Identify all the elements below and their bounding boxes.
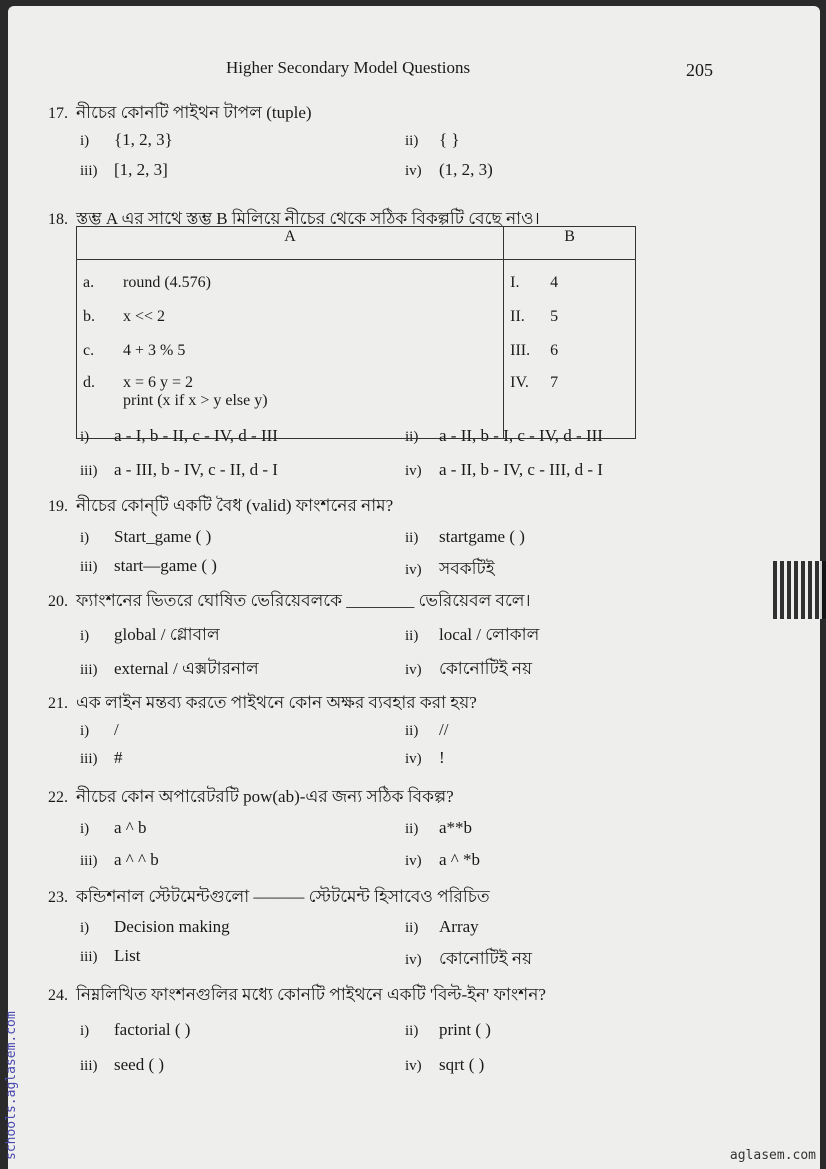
row-value: 4 + 3 % 5 — [123, 342, 186, 359]
question-text: কন্ডিশনাল স্টেটমেন্টগুলো ——— স্টেটমেন্ট হিসাবেও পরিচিত — [76, 887, 490, 906]
question-text: স্তম্ভ A এর সাথে স্তম্ভ B মিলিয়ে নীচের থেকে সঠিক বিকল্পটি বেছে নাও। — [76, 209, 540, 228]
option-text: সবকটিই — [439, 559, 495, 578]
question-19 — [48, 493, 393, 521]
option-label: i) — [80, 821, 90, 837]
option-text: [1, 2, 3] — [114, 160, 168, 179]
question-text: নীচের কোন্‌টি একটি বৈধ (valid) ফাংশনের নাম? — [76, 496, 394, 515]
option-label: iii) — [80, 853, 98, 869]
option-text: ! — [439, 748, 445, 767]
question-17 — [48, 100, 312, 128]
option-label: iii) — [80, 662, 98, 678]
option-text: factorial ( ) — [114, 1020, 191, 1039]
option-1 — [80, 1020, 190, 1040]
row-label: IV. — [510, 374, 529, 391]
option-1 — [80, 527, 211, 547]
option-text: start—game ( ) — [114, 556, 217, 575]
row-label: b. — [83, 308, 95, 325]
option-text: a**b — [439, 818, 473, 837]
option-label: iii) — [80, 463, 98, 479]
option-text: List — [114, 946, 141, 965]
option-label: iii) — [80, 949, 98, 965]
question-number: 21. — [48, 695, 68, 712]
option-3 — [80, 1055, 164, 1075]
option-1 — [80, 130, 173, 150]
option-4 — [405, 160, 493, 180]
question-number: 20. — [48, 593, 68, 610]
row-value: round (4.576) — [123, 274, 211, 291]
option-1 — [80, 917, 230, 937]
table-row-a — [83, 300, 497, 334]
col-a-header: A — [77, 227, 504, 260]
option-2 — [405, 1020, 491, 1040]
row-value: x << 2 — [123, 308, 166, 325]
option-label: ii) — [405, 429, 419, 445]
option-label: iv) — [405, 1058, 422, 1074]
option-label: i) — [80, 723, 90, 739]
option-text: seed ( ) — [114, 1055, 165, 1074]
question-text: নীচের কোনটি পাইথন টাপল (tuple) — [76, 103, 312, 122]
option-label: iv) — [405, 662, 422, 678]
option-label: i) — [80, 1023, 90, 1039]
watermark-bottom-right: aglasem.com — [729, 1148, 816, 1163]
question-text: এক লাইন মন্তব্য করতে পাইথনে কোন অক্ষর ব্যবহার করা হয়? — [76, 693, 477, 712]
option-text: Array — [439, 917, 479, 936]
option-3 — [80, 160, 168, 180]
option-3 — [80, 556, 217, 576]
question-number: 17. — [48, 105, 68, 122]
question-number: 23. — [48, 889, 68, 906]
option-label: i) — [80, 133, 90, 149]
option-label: ii) — [405, 920, 419, 936]
option-1 — [80, 622, 220, 650]
col-b-header: B — [504, 227, 636, 260]
row-label: III. — [510, 342, 531, 359]
option-label: i) — [80, 920, 90, 936]
question-number: 19. — [48, 498, 68, 515]
question-number: 24. — [48, 987, 68, 1004]
option-2 — [405, 130, 460, 150]
option-text: কোনোটিই নয় — [439, 949, 533, 968]
match-table — [76, 226, 636, 439]
table-row-a — [83, 266, 497, 300]
document-page — [8, 6, 820, 1169]
row-value: 6 — [550, 342, 559, 359]
option-text: # — [114, 748, 123, 767]
option-text: a - II, b - IV, c - III, d - I — [439, 460, 603, 479]
option-3 — [80, 656, 259, 684]
option-label: ii) — [405, 821, 419, 837]
row-value: x = 6 y = 2 print (x if x > y else y) — [123, 374, 268, 409]
option-3 — [80, 460, 278, 480]
option-text: // — [439, 720, 449, 739]
table-row-a — [83, 368, 497, 432]
table-row-a — [83, 334, 497, 368]
option-label: iii) — [80, 751, 98, 767]
option-4 — [405, 556, 495, 584]
question-20 — [48, 588, 531, 616]
option-text: কোনোটিই নয় — [439, 659, 533, 678]
option-3 — [80, 850, 159, 870]
option-2 — [405, 622, 539, 650]
question-text: ফ্যাংশনের ভিতরে ঘোষিত ভেরিয়েবলকে ________ ভেরিয়েবল বলে। — [76, 591, 531, 610]
running-header: Higher Secondary Model Questions — [226, 58, 471, 77]
option-label: i) — [80, 530, 90, 546]
option-text: a - I, b - II, c - IV, d - III — [114, 426, 278, 445]
option-text: a - III, b - IV, c - II, d - I — [114, 460, 278, 479]
option-2 — [405, 527, 525, 547]
question-24 — [48, 982, 546, 1010]
option-label: iii) — [80, 1058, 98, 1074]
question-23 — [48, 884, 490, 912]
option-text: Start_game ( ) — [114, 527, 212, 546]
option-text: Decision making — [114, 917, 230, 936]
option-4 — [405, 850, 480, 870]
watermark-left: schools.aglasem.com — [4, 1011, 19, 1160]
question-text: নিম্নলিখিত ফাংশনগুলির মধ্যে কোনটি পাইথনে একটি 'বিল্ট-ইন' ফাংশন? — [76, 985, 546, 1004]
option-4 — [405, 748, 445, 768]
option-text: global / গ্লোবাল — [114, 625, 220, 644]
option-2 — [405, 818, 472, 838]
option-label: ii) — [405, 1023, 419, 1039]
option-label: iv) — [405, 463, 422, 479]
option-label: ii) — [405, 628, 419, 644]
row-label: c. — [83, 342, 95, 359]
option-1 — [80, 818, 147, 838]
option-text: / — [114, 720, 119, 739]
table-row-b — [510, 300, 629, 334]
option-1 — [80, 720, 119, 740]
option-text: a ^ *b — [439, 850, 481, 869]
option-label: iv) — [405, 562, 422, 578]
option-text: print ( ) — [439, 1020, 491, 1039]
row-value: 4 — [550, 274, 559, 291]
option-label: iv) — [405, 163, 422, 179]
option-label: iv) — [405, 751, 422, 767]
question-number: 18. — [48, 211, 68, 228]
option-4 — [405, 656, 532, 684]
option-text: sqrt ( ) — [439, 1055, 485, 1074]
option-2 — [405, 720, 448, 740]
question-22 — [48, 784, 454, 812]
option-text: {1, 2, 3} — [114, 130, 173, 149]
table-row-b — [510, 368, 629, 432]
option-3 — [80, 748, 123, 768]
option-label: iii) — [80, 163, 98, 179]
option-label: ii) — [405, 723, 419, 739]
option-label: i) — [80, 628, 90, 644]
option-label: i) — [80, 429, 90, 445]
row-label: II. — [510, 308, 525, 325]
option-text: (1, 2, 3) — [439, 160, 493, 179]
option-label: ii) — [405, 133, 419, 149]
option-text: startgame ( ) — [439, 527, 525, 546]
question-21 — [48, 690, 477, 718]
row-label: d. — [83, 374, 95, 391]
table-row-b — [510, 266, 629, 300]
option-label: iii) — [80, 559, 98, 575]
option-4 — [405, 460, 603, 480]
option-text: a ^ ^ b — [114, 850, 159, 869]
option-text: { } — [439, 130, 460, 149]
option-label: iv) — [405, 853, 422, 869]
qr-code — [773, 561, 826, 619]
row-value: 5 — [550, 308, 559, 325]
page-number: 205 — [686, 60, 713, 80]
option-4 — [405, 1055, 484, 1075]
option-text: a - II, b - I, c - IV, d - III — [439, 426, 603, 445]
table-row-b — [510, 334, 629, 368]
option-4 — [405, 946, 532, 974]
question-number: 22. — [48, 789, 68, 806]
option-label: ii) — [405, 530, 419, 546]
row-label: I. — [510, 274, 520, 291]
option-text: external / এক্সটারনাল — [114, 659, 259, 678]
option-text: a ^ b — [114, 818, 147, 837]
question-text: নীচের কোন অপারেটরটি pow(ab)-এর জন্য সঠিক বিকল্প? — [76, 787, 454, 806]
option-text: local / লোকাল — [439, 625, 540, 644]
row-value: 7 — [550, 374, 559, 391]
option-label: iv) — [405, 952, 422, 968]
option-2 — [405, 917, 479, 937]
row-label: a. — [83, 274, 95, 291]
option-3 — [80, 946, 140, 966]
